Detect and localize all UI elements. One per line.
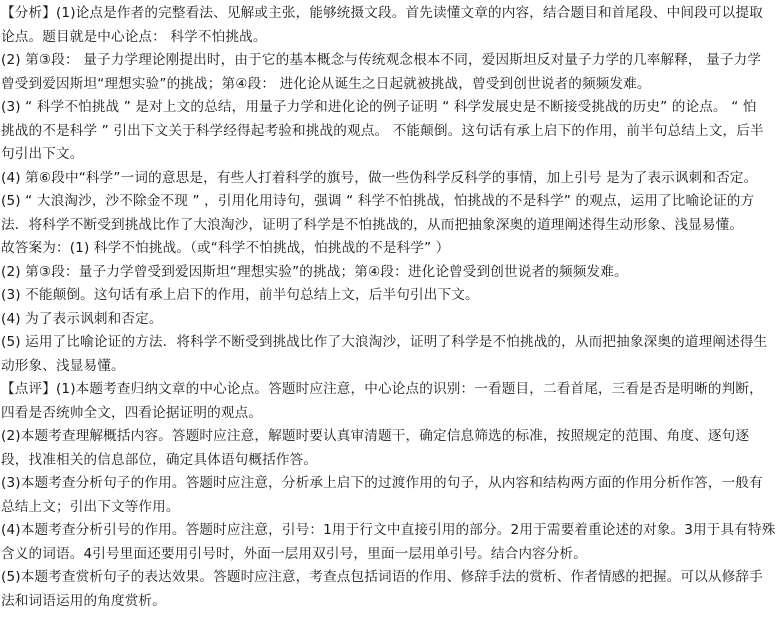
text-line: (2)本题考查理解概括内容。答题时应注意，解题时要认真审清题干，确定信息筛选的标准，按照规定的范围、角度、逐句逐 — [1, 428, 750, 444]
text-line: 四看是否统帅全文，四看论据证明的观点。 — [1, 404, 263, 421]
text-line: 法和词语运用的角度赏析。 — [1, 592, 166, 609]
text-line: (2) 第③段： 量子力学理论刚提出时，由于它的基本概念与传统观念根本不同，爱因斯坦反对量子力学的几率解释， 量子力学 — [1, 52, 762, 68]
text-line: 挑战的不是科学 ” 引出下文关于科学经得起考验和挑战的观点。 不能颠倒。这句话有承上启下的作用，前半句总结上文，后半 — [1, 122, 764, 139]
text-line: 曾受到爱因斯坦“理想实验”的挑战；第④段： 进化论从诞生之日起就被挑战，曾受到创世说者的频频发难。 — [1, 75, 651, 92]
text-line: 总结上文；引出下文等作用。 — [1, 498, 180, 515]
text-line: (4)本题考查分析引号的作用。答题时应注意，引号：1用于行文中直接引用的部分。2用于需要着重论述的对象。3用于具有特殊 — [1, 522, 776, 538]
text-line: 动形象、浅显易懂。 — [1, 357, 125, 374]
text-line: 论点。题目就是中心论点： 科学不怕挑战。 — [1, 28, 267, 45]
text-line: 故答案为：(1) 科学不怕挑战。（或“科学不怕挑战，怕挑战的不是科学” ） — [1, 240, 450, 256]
text-line: 【点评】(1)本题考查归纳文章的中心论点。答题时应注意，中心论点的识别：一看题目，二看首尾，三看是否是明晰的判断， — [1, 381, 763, 397]
text-line: (3) “ 科学不怕挑战 ” 是对上文的总结，用量子力学和进化论的例子证明 “ 科学发展史是不断接受挑战的历史” 的论点。 “ 怕 — [1, 99, 757, 115]
text-line: 法．将科学不断受到挑战比作了大浪淘沙，证明了科学是不怕挑战的，从而把抽象深奥的道理阐述得生动形象、浅显易懂。 — [1, 216, 744, 233]
text-line: (4) 为了表示讽刺和否定。 — [1, 310, 163, 327]
text-line: 句引出下文。 — [1, 146, 84, 162]
answer-explanation-document — [0, 2, 780, 613]
text-line: (5) 运用了比喻论证的方法．将科学不断受到挑战比作了大浪淘沙，证明了科学是不怕挑战的，从而把抽象深奥的道理阐述得生 — [1, 334, 768, 350]
text-line: (4) 第⑥段中“科学”一词的意思是，有些人打着科学的旗号，做一些伪科学反科学的事情，加上引号 是为了表示讽刺和否定。 — [1, 169, 758, 186]
text-line: (5)本题考查赏析句子的表达效果。答题时应注意，考查点包括词语的作用、修辞手法的赏析、作者情感的把握。可以从修辞手 — [1, 569, 763, 585]
text-line: (3) 不能颠倒。这句话有承上启下的作用，前半句总结上文，后半句引出下文。 — [1, 287, 479, 303]
text-line: (3)本题考查分析句子的作用。答题时应注意，分析承上启下的过渡作用的句子，从内容和结构两方面的作用分析作答，一般有 — [1, 475, 763, 491]
text-line: (5) “ 大浪淘沙，沙不除金不现 ” ，引用化用诗句，强调 “ 科学不怕挑战，怕挑战的不是科学” 的观点，运用了比喻论证的方 — [1, 193, 755, 209]
text-line: 【分析】(1)论点是作者的完整看法、见解或主张，能够统摄文段。首先读懂文章的内容，结合题目和首尾段、中间段可以提取 — [1, 5, 763, 21]
text-line: 含义的词语。4引号里面还要用引号时，外面一层用双引号，里面一层用单引号。结合内容分析。 — [1, 545, 588, 562]
text-line: 段，找准相关的信息部位，确定具体语句概括作答。 — [1, 451, 318, 468]
text-line: (2) 第③段：量子力学曾受到爱因斯坦“理想实验”的挑战；第④段：进化论曾受到创世说者的频频发难。 — [1, 263, 628, 280]
